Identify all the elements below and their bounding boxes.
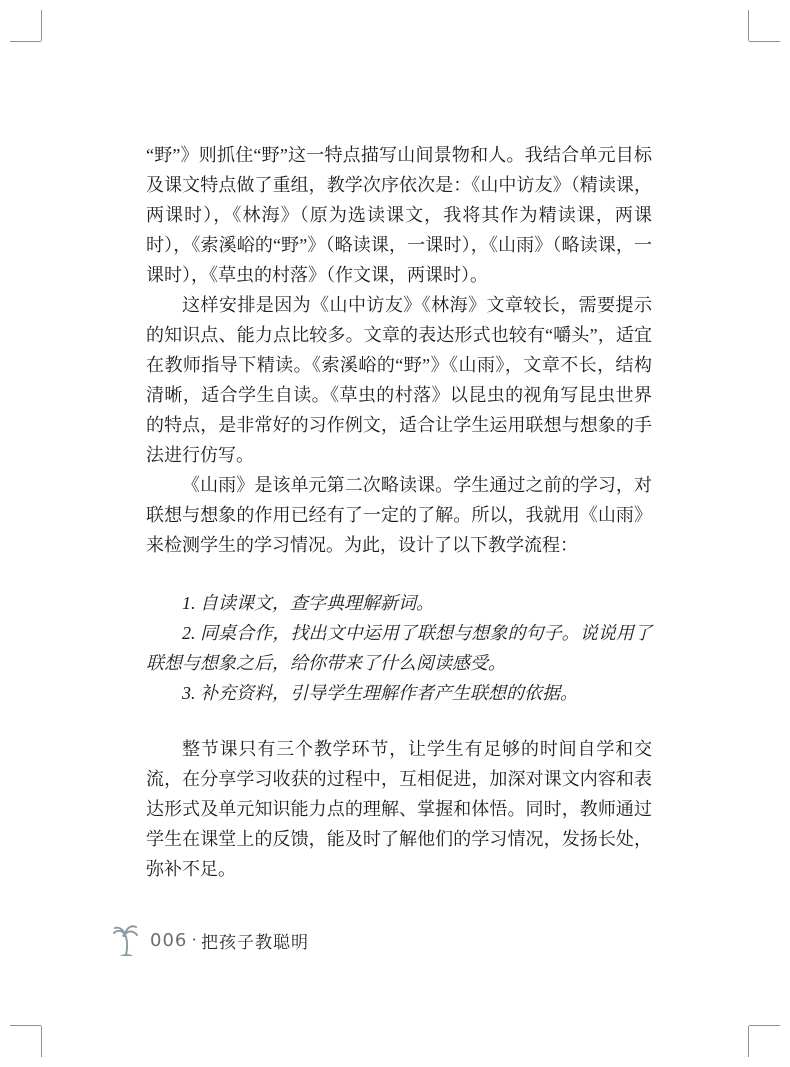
page-footer bbox=[112, 922, 309, 958]
paragraph: 这样安排是因为《山中访友》《林海》文章较长，需要提示的知识点、能力点比较多。文章的表达形式也较有“嚼头”，适宜在教师指导下精读。《索溪峪的“野”》《山雨》，文章不长，结构清晰，适合学生自读。《草虫的村落》以昆虫的视角写昆虫世界的特点，是非常好的习作例文，适合让学生运用联想与想象的手法进行仿写。 bbox=[146, 295, 652, 465]
page-text-block bbox=[146, 140, 652, 884]
teaching-step-3: 3. 补充资料，引导学生理解作者产生联想的依据。 bbox=[182, 683, 578, 703]
crop-mark-bottom-right-vertical bbox=[748, 1026, 749, 1057]
teaching-step-1: 1. 自读课文，查字典理解新词。 bbox=[182, 593, 434, 613]
page-number: 006 bbox=[150, 929, 188, 951]
teaching-steps-list bbox=[146, 588, 652, 708]
paragraph: 整节课只有三个教学环节，让学生有足够的时间自学和交流，在分享学习收获的过程中，互相促进，加深对课文内容和表达形式及单元知识能力点的理解、掌握和体悟。同时，教师通过学生在课堂上的反馈，能及时了解他们的学习情况，发扬长处，弥补不足。 bbox=[146, 739, 652, 879]
crop-mark-top-right-horizontal bbox=[749, 41, 780, 42]
crop-mark-top-left-horizontal bbox=[10, 41, 41, 42]
paragraph-continued: “野”》则抓住“野”这一特点描写山间景物和人。我结合单元目标及课文特点做了重组，教学次序依次是：《山中访友》（精读课，两课时），《林海》（原为选读课文，我将其作为精读课，两课时），《索溪峪的“野”》（略读课，一课时），《山雨》（略读课，一课时），《草虫的村落》（作文课，两课时）。 bbox=[146, 145, 652, 285]
paragraph: 《山雨》是该单元第二次略读课。学生通过之前的学习，对联想与想象的作用已经有了一定的了解。所以，我就用《山雨》来检测学生的学习情况。为此，设计了以下教学流程： bbox=[146, 475, 652, 555]
crop-mark-bottom-right-horizontal bbox=[749, 1025, 780, 1026]
teaching-step-2: 2. 同桌合作，找出文中运用了联想与想象的句子。说说用了联想与想象之后，给你带来了什么阅读感受。 bbox=[146, 623, 652, 673]
book-title: 把孩子教聪明 bbox=[201, 932, 310, 952]
crop-mark-top-right-vertical bbox=[748, 10, 749, 41]
footer-separator: · bbox=[191, 930, 198, 949]
crop-mark-bottom-left-vertical bbox=[41, 1026, 42, 1057]
palm-tree-icon bbox=[112, 923, 144, 957]
crop-mark-top-left-vertical bbox=[41, 10, 42, 41]
crop-mark-bottom-left-horizontal bbox=[10, 1025, 41, 1026]
